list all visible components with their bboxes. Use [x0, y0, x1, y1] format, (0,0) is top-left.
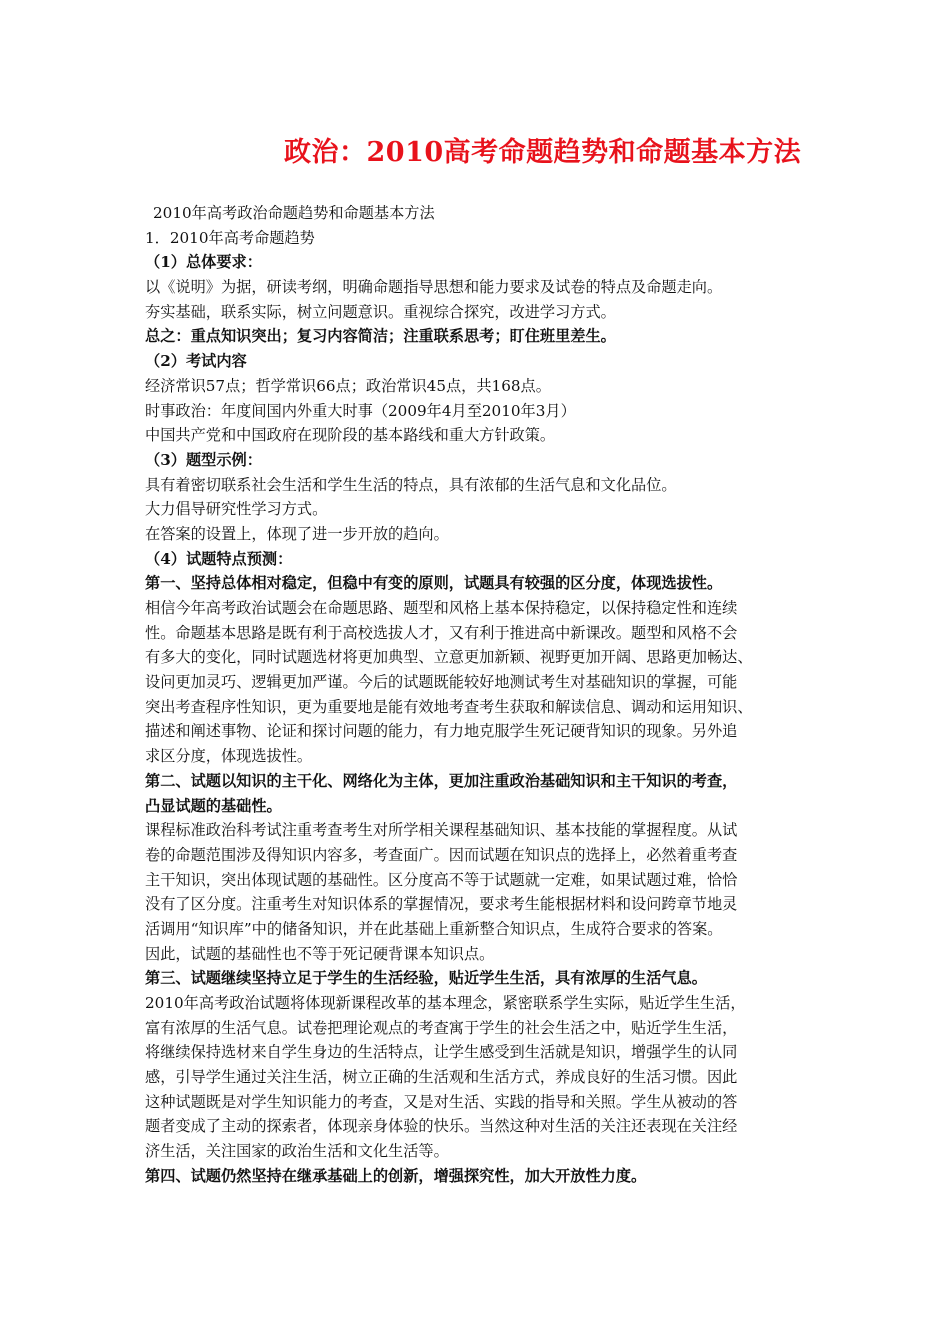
section-heading-line: （4）试题特点预测：: [145, 549, 293, 568]
section-heading-line: 凸显试题的基础性。: [145, 796, 282, 815]
paragraph-line: 主干知识，突出体现试题的基础性。区分度高不等于试题就一定难，如果试题过难，恰恰: [145, 870, 738, 889]
section-heading-line: 第四、试题仍然坚持在继承基础上的创新，增强探究性，加大开放性力度。: [145, 1166, 647, 1185]
paragraph-line: 经济常识57点；哲学常识66点；政治常识45点，共168点。: [145, 376, 551, 395]
paragraph-line: 描述和阐述事物、论证和探讨问题的能力，有力地克服学生死记硬背知识的现象。另外追: [145, 722, 738, 741]
paragraph-line: 活调用“知识库”中的储备知识，并在此基础上重新整合知识点，生成符合要求的答案。: [145, 919, 723, 938]
paragraph-line: 1．2010年高考命题趋势: [145, 228, 315, 247]
paragraph-line: 设问更加灵巧、逻辑更加严谨。今后的试题既能较好地测试考生对基础知识的掌握，可能: [145, 673, 738, 692]
paragraph-line: 感，引导学生通过关注生活，树立正确的生活观和生活方式，养成良好的生活习惯。因此: [145, 1068, 738, 1087]
section-heading-line: 总之：重点知识突出；复习内容简洁；注重联系思考；盯住班里差生。: [145, 327, 616, 346]
paragraph-line: 课程标准政治科考试注重考查考生对所学相关课程基础知识、基本技能的掌握程度。从试: [145, 821, 738, 840]
section-heading-line: 第一、坚持总体相对稳定，但稳中有变的原则，试题具有较强的区分度，体现选拔性。: [145, 574, 723, 593]
section-heading-line: （1）总体要求：: [145, 253, 262, 272]
paragraph-line: 以《说明》为据，研读考纲，明确命题指导思想和能力要求及试卷的特点及命题走向。: [145, 278, 723, 297]
paragraph-line: 突出考查程序性知识，更为重要地是能有效地考查考生获取和解读信息、调动和运用知识、: [145, 697, 753, 716]
paragraph-line: 时事政治：年度间国内外重大时事（2009年4月至2010年3月）: [145, 401, 576, 420]
paragraph-line: 济生活，关注国家的政治生活和文化生活等。: [145, 1142, 449, 1161]
paragraph-line: 相信今年高考政治试题会在命题思路、题型和风格上基本保持稳定，以保持稳定性和连续: [145, 599, 738, 617]
paragraph-line: 具有着密切联系社会生活和学生生活的特点，具有浓郁的生活气息和文化品位。: [145, 475, 677, 494]
paragraph-line: 卷的命题范围涉及得知识内容多，考查面广。因而试题在知识点的选择上，必然着重考查: [145, 845, 738, 864]
section-heading-line: （2）考试内容: [145, 352, 247, 371]
paragraph-line: 求区分度，体现选拔性。: [145, 747, 313, 766]
paragraph-line: 在答案的设置上，体现了进一步开放的趋向。: [145, 524, 449, 543]
section-heading-line: （3）题型示例：: [145, 450, 262, 469]
paragraph-line: 2010年高考政治命题趋势和命题基本方法: [153, 204, 435, 222]
paragraph-line: 夯实基础，联系实际，树立问题意识。重视综合探究，改进学习方式。: [145, 302, 616, 321]
paragraph-line: 将继续保持选材来自学生身边的生活特点，让学生感受到生活就是知识，增强学生的认同: [145, 1043, 738, 1062]
paragraph-line: 性。命题基本思路是既有利于高校选拔人才，又有利于推进高中新课改。题型和风格不会: [145, 623, 738, 642]
paragraph-line: 有多大的变化，同时试题选材将更加典型、立意更加新颖、视野更加开阔、思路更加畅达、: [145, 648, 753, 667]
section-heading-line: 第三、试题继续坚持立足于学生的生活经验，贴近学生生活，具有浓厚的生活气息。: [145, 969, 707, 988]
document-title: 政治：2010高考命题趋势和命题基本方法: [284, 137, 802, 168]
paragraph-line: 没有了区分度。注重考生对知识体系的掌握情况，要求考生能根据材料和设问跨章节地灵: [145, 895, 738, 914]
paragraph-line: 大力倡导研究性学习方式。: [145, 500, 328, 519]
paragraph-line: 富有浓厚的生活气息。试卷把理论观点的考查寓于学生的社会生活之中，贴近学生生活，: [145, 1018, 738, 1037]
paragraph-line: 这种试题既是对学生知识能力的考查，又是对生活、实践的指导和关照。学生从被动的答: [145, 1092, 738, 1111]
paragraph-line: 中国共产党和中国政府在现阶段的基本路线和重大方针政策。: [145, 426, 556, 445]
paragraph-line: 2010年高考政治试题将体现新课程改革的基本理念，紧密联系学生实际，贴近学生生活，: [145, 994, 746, 1012]
paragraph-line: 因此，试题的基础性也不等于死记硬背课本知识点。: [145, 944, 495, 963]
section-heading-line: 第二、试题以知识的主干化、网络化为主体，更加注重政治基础知识和主干知识的考查，: [145, 771, 738, 790]
paragraph-line: 题者变成了主动的探索者，体现亲身体验的快乐。当然这种对生活的关注还表现在关注经: [145, 1117, 738, 1136]
document-body: [145, 201, 810, 1189]
